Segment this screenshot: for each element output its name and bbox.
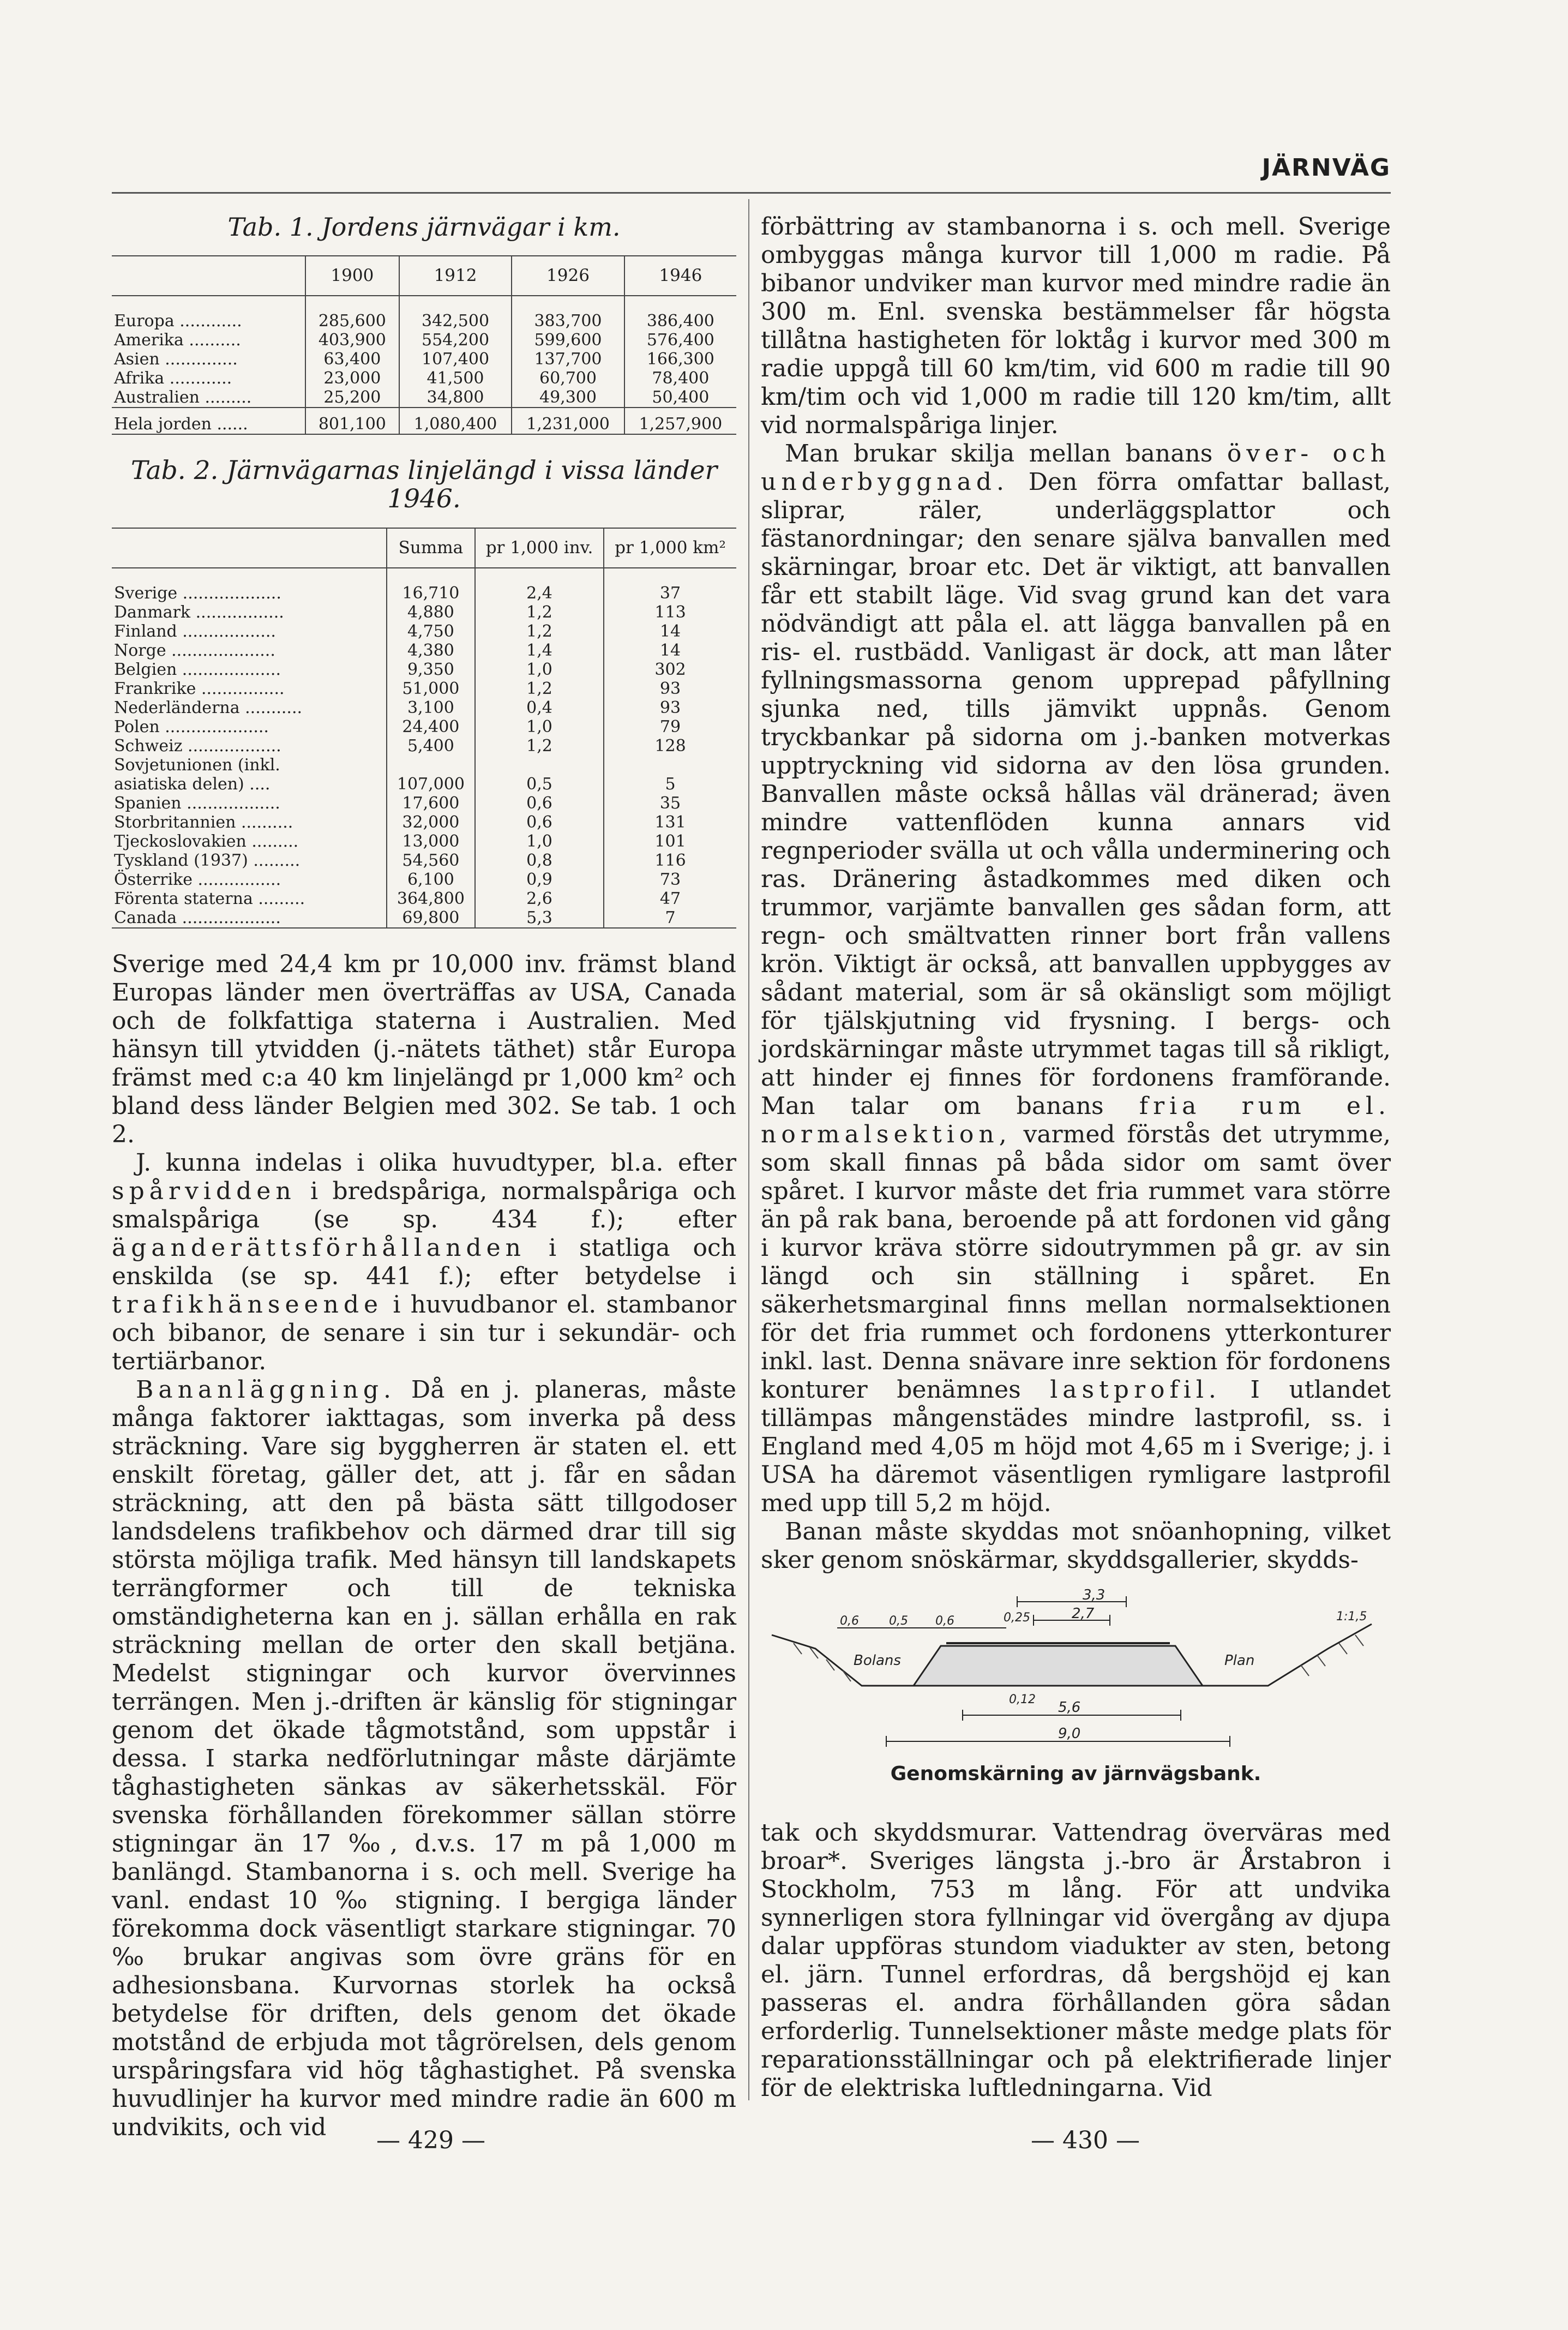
cell-value: 16,710 (387, 568, 475, 603)
cell-value: 1,2 (475, 679, 604, 698)
row-label: Polen .................... (114, 717, 269, 736)
dim-label: 0,6 (935, 1614, 954, 1628)
table-row (112, 794, 736, 813)
cell-value (475, 756, 604, 775)
embankment-diagram (761, 1589, 1391, 1752)
cell-value: 37 (604, 568, 736, 603)
table-row (112, 717, 736, 736)
cell-value: 9,350 (387, 660, 475, 679)
cell-value: 107,000 (387, 775, 475, 794)
cell-value: 6,100 (387, 870, 475, 889)
paragraph: förbättring av stambanorna i s. och mell. Sverige ombyggas många kurvor till 1,000 m radie. På bibanor undviker man kurvor med mindre radie än 300 m. Enl. svenska bestämmelser får högsta tillåtna hastigheten för loktåg i kurvor med 300 m radie uppgå till 60 km/tim, vid 600 m radie till 90 km/tim och vid 1,000 m radie till 120 km/tim, allt vid normalspåriga linjer. (761, 213, 1391, 439)
row-label: Hela jorden ...... (112, 408, 305, 434)
paragraph: tak och skyddsmurar. Vattendrag överväras med broar*. Sveriges längsta j.-bro är Årstabron i Stockholm, 753 m lång. För att undvika synnerligen stora fyllningar vid övergång av djupa dalar uppföras stundom viadukter av sten, betong el. järn. Tunnel erfordras, då bergshöjd ej kan passeras el. andra förhållanden göra sådan erforderlig. Tunnelsektioner måste medge plats för reparationsställningar och på elektrifierade linjer för de elektriska luftledningarna. Vid (761, 1819, 1391, 2102)
right-column (761, 213, 1391, 2103)
table-row (112, 832, 736, 851)
table-row (112, 568, 736, 603)
row-label: Afrika ............ (114, 369, 232, 388)
cell-value: 5,3 (475, 908, 604, 928)
running-header: JÄRNVÄG (1261, 154, 1391, 182)
cell-value: 116 (604, 851, 736, 870)
cell-value: 24,400 (387, 717, 475, 736)
table1-year: 1946 (624, 256, 736, 296)
cell-value: 5,400 (387, 736, 475, 756)
table1-year: 1926 (512, 256, 624, 296)
table2-header: pr 1,000 km² (604, 528, 736, 568)
header-rule (112, 192, 1391, 194)
dim-label: 0,12 (1009, 1693, 1036, 1706)
table-row (112, 736, 736, 756)
row-label: Canada ................... (114, 908, 281, 927)
table-row (112, 296, 736, 331)
spaced-term: över- och underbyggnad. (761, 440, 1391, 496)
cell-value: 285,600 (305, 296, 399, 331)
row-label: Australien ......... (114, 388, 252, 407)
table-row (112, 756, 736, 775)
paragraph: Sverige med 24,4 km pr 10,000 inv. främst bland Europas länder men överträffas av USA, Canada och de folkfattiga staterna i Australien. Med hänsyn till ytvidden (j.-nätets täthet) står Europa främst med c:a 40 km linjelängd pr 1,000 km² och bland dess länder Belgien med 302. Se tab. 1 och 2. (112, 950, 736, 1148)
cell-value: 576,400 (624, 331, 736, 350)
row-label: Sovjetunionen (inkl. (114, 756, 280, 775)
cell-value: 4,380 (387, 641, 475, 660)
cell-value: 50,400 (624, 388, 736, 408)
cell-value (604, 756, 736, 775)
table-row (112, 603, 736, 622)
table1 (112, 255, 736, 435)
row-label: Asien .............. (114, 350, 238, 369)
cell-value: 0,5 (475, 775, 604, 794)
cell-value: 4,750 (387, 622, 475, 641)
cell-value: 137,700 (512, 350, 624, 369)
cell-value: 25,200 (305, 388, 399, 408)
dim-label: 2,7 (1072, 1606, 1095, 1622)
left-column (112, 213, 736, 2142)
row-label: Europa ............ (114, 312, 242, 331)
cell-value: 14 (604, 622, 736, 641)
table-row (112, 350, 736, 369)
table-row (112, 331, 736, 350)
cell-value: 32,000 (387, 813, 475, 832)
cell-value: 1,0 (475, 717, 604, 736)
table-row (112, 622, 736, 641)
cell-value: 51,000 (387, 679, 475, 698)
table2 (112, 528, 736, 929)
cell-value: 1,0 (475, 832, 604, 851)
table-row (112, 641, 736, 660)
cell-value: 801,100 (305, 408, 399, 434)
spaced-term: äganderättsförhållanden (112, 1234, 526, 1262)
cell-value: 60,700 (512, 369, 624, 388)
row-label: Nederländerna ........... (114, 698, 303, 717)
cell-value: 1,0 (475, 660, 604, 679)
cell-value: 113 (604, 603, 736, 622)
table-row (112, 813, 736, 832)
table-row (112, 851, 736, 870)
cell-value: 78,400 (624, 369, 736, 388)
cell-value: 554,200 (399, 331, 512, 350)
cell-value: 79 (604, 717, 736, 736)
cell-value: 131 (604, 813, 736, 832)
spaced-term: spårvidden (112, 1177, 296, 1205)
slope-label: 1:1,5 (1336, 1610, 1367, 1624)
row-label: Amerika .......... (114, 331, 241, 350)
figure-label: Plan (1224, 1652, 1255, 1669)
cell-value: 41,500 (399, 369, 512, 388)
cell-value: 13,000 (387, 832, 475, 851)
cell-value: 1,257,900 (624, 408, 736, 434)
cell-value: 302 (604, 660, 736, 679)
cell-value: 1,2 (475, 736, 604, 756)
cell-value: 0,6 (475, 813, 604, 832)
cell-value: 386,400 (624, 296, 736, 331)
cell-value: 403,900 (305, 331, 399, 350)
cell-value: 47 (604, 889, 736, 908)
row-label: Frankrike ................ (114, 679, 285, 698)
cell-value: 0,6 (475, 794, 604, 813)
table-row (112, 775, 736, 794)
table-row (112, 870, 736, 889)
paragraph: Banan måste skyddas mot snöanhopning, vilket sker genom snöskärmar, skyddsgallerier, skydds- (761, 1518, 1391, 1574)
table1-year: 1900 (305, 256, 399, 296)
row-label: Tyskland (1937) ......... (114, 851, 301, 870)
cell-value: 49,300 (512, 388, 624, 408)
cell-value: 0,8 (475, 851, 604, 870)
cell-value: 0,4 (475, 698, 604, 717)
cell-value: 1,2 (475, 622, 604, 641)
table-row (112, 889, 736, 908)
cell-value: 1,2 (475, 603, 604, 622)
cell-value: 107,400 (399, 350, 512, 369)
paragraph: Bananläggning. Då en j. planeras, måste många faktorer iakttagas, som inverka på dess sträckning. Vare sig byggherren är staten el. ett enskilt företag, gäller det, att j. får en sådan sträckning, att den på bästa sätt tillgodoser landsdelens trafikbehov och därmed drar till sig största möjliga trafik. Med hänsyn till landskapets terrängformer och till de tekniska omständigheterna kan en j. sällan erhålla en rak sträckning mellan de orter den skall betjäna. Medelst stigningar och kurvor övervinnes terrängen. Men j.-driften är känslig för stigningar genom det ökade tågmotstånd, som uppstår i dessa. I starka nedförlutningar måste därjämte tåghastigheten sänkas av säkerhetsskäl. För svenska förhållanden förekommer sällan större stigningar än 17 ‰, d.v.s. 17 m på 1,000 m banlängd. Stambanorna i s. och mell. Sverige ha vanl. endast 10 ‰ stigning. I bergiga länder förekomma dock väsentligt starkare stigningar. 70 ‰ brukar angivas som övre gräns för en adhesionsbana. Kurvornas storlek ha också betydelse för driften, dels genom det ökade motstånd de erbjuda mot tågrörelsen, dels genom urspåringsfara vid hög tåghastighet. På svenska huvudlinjer ha kurvor med mindre radie än 600 m undvikits, och vid (112, 1376, 736, 2141)
cell-value: 2,6 (475, 889, 604, 908)
cell-value: 34,800 (399, 388, 512, 408)
cell-value: 383,700 (512, 296, 624, 331)
row-label: Belgien ................... (114, 660, 281, 679)
dim-label: 0,25 (1004, 1611, 1030, 1625)
figure-label: Bolans (854, 1652, 901, 1669)
ballast (914, 1646, 1203, 1686)
cell-value: 128 (604, 736, 736, 756)
table2-header: Summa (387, 528, 475, 568)
page-number-left: — 429 — (376, 2127, 485, 2154)
dim-label: 3,3 (1083, 1589, 1106, 1603)
dim-label: 5,6 (1058, 1699, 1081, 1716)
cell-value: 3,100 (387, 698, 475, 717)
cell-value: 63,400 (305, 350, 399, 369)
table1-body (112, 296, 736, 434)
page-number-right: — 430 — (1031, 2127, 1140, 2154)
cell-value: 23,000 (305, 369, 399, 388)
table-row (112, 908, 736, 928)
cell-value: 73 (604, 870, 736, 889)
table-row (112, 660, 736, 679)
cell-value: 17,600 (387, 794, 475, 813)
row-label: Österrike ................ (114, 870, 281, 889)
cell-value: 2,4 (475, 568, 604, 603)
row-label: Tjeckoslovakien ......... (114, 832, 299, 851)
embankment-figure (761, 1589, 1391, 1752)
row-label: Storbritannien .......... (114, 813, 293, 832)
row-label: Sverige ................... (114, 584, 281, 603)
cell-value: 0,9 (475, 870, 604, 889)
cell-value: 14 (604, 641, 736, 660)
cell-value: 101 (604, 832, 736, 851)
section-term: Bananläggning. (136, 1376, 396, 1404)
paragraph: J. kunna indelas i olika huvudtyper, bl.a. efter spårvidden i bredspåriga, normalspåriga och smalspåriga (se sp. 434 f.); efter äganderättsförhållanden i statliga och enskilda (se sp. 441 f.); efter betydelse i trafikhänseende i huvudbanor el. stambanor och bibanor, de senare i sin tur i sekundär- och tertiärbanor. (112, 1149, 736, 1375)
row-label: Schweiz .................. (114, 736, 281, 756)
column-divider (748, 199, 749, 2100)
cell-value: 1,4 (475, 641, 604, 660)
cell-value: 5 (604, 775, 736, 794)
dim-label: 0,5 (889, 1614, 908, 1628)
cell-value: 7 (604, 908, 736, 928)
row-label: Norge .................... (114, 641, 275, 660)
cell-value (387, 756, 475, 775)
row-label: Finland .................. (114, 622, 276, 641)
paragraph: Man brukar skilja mellan banans över- och underbyggnad. Den förra omfattar ballast, sliprar, räler, underläggsplattor och fästanordningar; den senare själva banvallen med skärningar, broar etc. Det är viktigt, att banvallen får ett stabilt läge. Vid svag grund kan det vara nödvändigt att påla el. att lägga banvallen på en ris- el. rustbädd. Vanligast är dock, att man låter fyllningsmassorna genom upprepad påfyllning sjunka ned, tills jämvikt uppnås. Genom tryckbankar på sidorna om j.-banken motverkas upptryckning vid sidorna av den lösa grunden. Banvallen måste också hållas väl dränerad; även mindre vattenflöden kunna annars vid regnperioder svälla ut och vålla underminering och ras. Dränering åstadkommes med diken och trummor, varjämte banvallen ges sådan form, att regn- och smältvatten rinner bort från vallens krön. Viktigt är också, att banvallen uppbygges av sådant material, som är så okänsligt som möjligt för tjälskjutning vid frysning. I bergs- och jordskärningar måste utrymmet tagas till så rikligt, att hinder ej finnes för fordonens framförande. Man talar om banans fria rum el. normalsektion, varmed förstås det utrymme, som skall finnas på båda sidor om samt över spåret. I kurvor måste det fria rummet vara större än på rak bana, beroende på att fordonen vid gång i kurvor kräva större sidoutrymmen på gr. av sin längd och sin ställning i spåret. En säkerhetsmarginal finns mellan normalsektionen för det fria rummet och fordonens ytterkonturer inkl. last. Denna snävare inre sektion för fordonens konturer benämnes lastprofil. I utlandet tillämpas mångenstädes mindre lastprofil, ss. i England med 4,05 m höjd mot 4,65 m i Sverige; j. i USA ha däremot väsentligen rymligare lastprofil med upp till 5,2 m höjd. (761, 440, 1391, 1517)
row-label: asiatiska delen) .... (114, 775, 271, 794)
cell-value: 35 (604, 794, 736, 813)
table-row (112, 698, 736, 717)
table-row (112, 679, 736, 698)
cell-value: 1,080,400 (399, 408, 512, 434)
table1-year: 1912 (399, 256, 512, 296)
table1-caption: Tab. 1. Jordens järnvägar i km. (227, 212, 621, 242)
cell-value: 364,800 (387, 889, 475, 908)
table-row (112, 408, 736, 434)
row-label: Danmark ................. (114, 603, 284, 622)
row-label: Förenta staterna ......... (114, 889, 305, 908)
table-row (112, 388, 736, 408)
dim-label: 9,0 (1058, 1726, 1081, 1742)
cell-value: 93 (604, 698, 736, 717)
cell-value: 54,560 (387, 851, 475, 870)
row-label: Spanien .................. (114, 794, 280, 813)
cell-value: 69,800 (387, 908, 475, 928)
cell-value: 166,300 (624, 350, 736, 369)
spaced-term: trafikhänseende (112, 1291, 383, 1319)
table-row (112, 369, 736, 388)
cell-value: 599,600 (512, 331, 624, 350)
cell-value: 342,500 (399, 296, 512, 331)
dim-label: 0,6 (840, 1614, 859, 1628)
table2-body (112, 568, 736, 928)
cell-value: 1,231,000 (512, 408, 624, 434)
cell-value: 4,880 (387, 603, 475, 622)
spaced-term: fria rum el. normalsektion, (761, 1092, 1391, 1148)
cell-value: 93 (604, 679, 736, 698)
spaced-term: lastprofil. (1050, 1376, 1221, 1404)
figure-caption: Genomskärning av järnvägsbank. (890, 1763, 1261, 1785)
table2-header: pr 1,000 inv. (475, 528, 604, 568)
table2-caption: Tab. 2. Järnvägarnas linjelängd i vissa länder 1946. (130, 456, 718, 514)
